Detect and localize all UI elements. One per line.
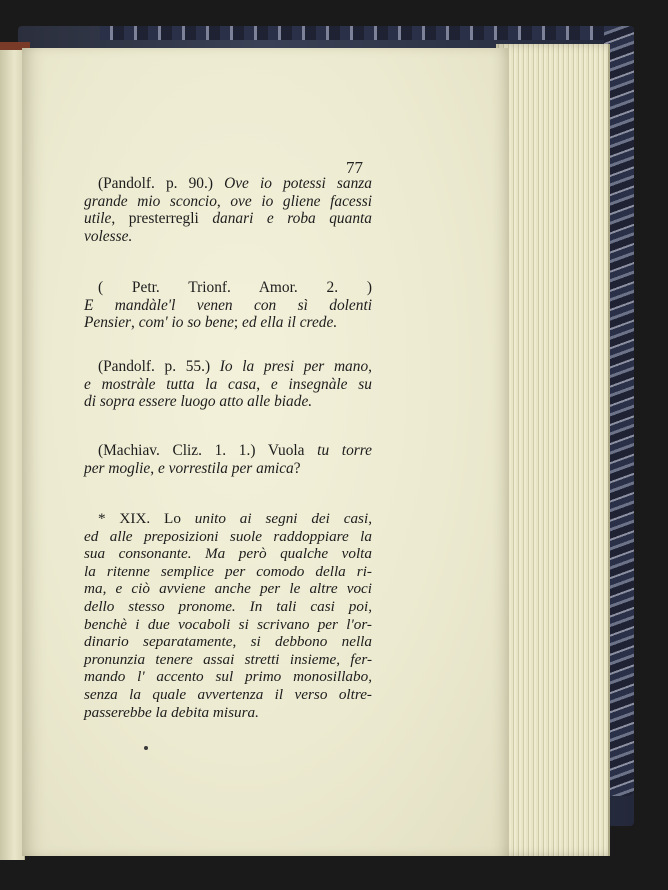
text-segment: , xyxy=(102,580,116,598)
text-line xyxy=(84,193,372,211)
text-segment: e insegnàle su xyxy=(270,375,372,393)
text-line xyxy=(84,358,372,376)
text-segment: e vorrestila per amica xyxy=(157,459,294,477)
text-segment: , xyxy=(150,459,158,477)
text-line xyxy=(84,314,372,332)
text-segment: passerebbe la debita misura. xyxy=(84,703,259,721)
text-segment: , presterregli xyxy=(111,210,213,228)
text-segment: E mandàle'l venen con sì dolenti xyxy=(84,296,372,314)
page-stack-edges xyxy=(496,44,610,856)
text-segment: ; xyxy=(233,314,243,332)
text-segment: (Pandolf. p. 90.) xyxy=(98,175,225,192)
text-segment: sua consonante. Ma però qualche volta xyxy=(84,545,372,563)
text-line xyxy=(84,668,372,686)
text-segment: Io la presi per mano xyxy=(219,358,369,375)
text-line xyxy=(84,580,372,598)
text-segment: tu torre xyxy=(317,442,372,459)
text-line xyxy=(84,545,372,563)
text-line xyxy=(84,460,372,478)
text-segment: * XIX. Lo xyxy=(98,510,195,527)
text-line xyxy=(84,598,372,616)
text-line xyxy=(84,704,372,722)
text-line xyxy=(84,528,372,546)
text-line xyxy=(84,297,372,315)
text-segment: dinario separatamente xyxy=(84,633,233,651)
text-line xyxy=(84,210,372,228)
passage-petr-trionf xyxy=(84,279,372,332)
passage-pandolf-90 xyxy=(84,175,372,245)
text-line xyxy=(84,616,372,634)
text-line xyxy=(84,376,372,394)
text-line xyxy=(84,393,372,411)
text-segment: utile xyxy=(84,210,112,228)
text-segment: dello stesso pronome. In tali casi poi xyxy=(84,597,369,615)
passage-xix-note xyxy=(84,510,372,721)
text-segment: ed ella il crede. xyxy=(242,314,338,332)
text-segment: , xyxy=(232,633,251,651)
text-segment: benchè i due vocaboli si scrivano per l'or- xyxy=(84,615,372,633)
text-segment: , xyxy=(131,314,139,332)
text-segment: senza la quale avvertenza il verso oltre- xyxy=(84,685,372,703)
text-segment: , xyxy=(368,510,372,527)
text-segment: (Machiav. Cliz. 1. 1.) Vuola xyxy=(98,442,318,459)
text-segment: volesse. xyxy=(84,227,133,245)
text-segment: com' io so bene xyxy=(138,314,234,332)
text-segment: grande mio sconcio xyxy=(84,192,217,210)
text-segment: , xyxy=(336,650,351,668)
text-segment: , xyxy=(368,668,372,686)
text-segment: si debbono nella xyxy=(250,633,372,651)
text-line xyxy=(84,175,372,193)
text-segment: ma xyxy=(84,580,103,598)
page-number: 77 xyxy=(346,158,363,177)
text-segment: ed alle preposizioni suole raddoppiare la xyxy=(84,527,372,545)
text-segment: pronunzia tenere assai stretti insieme xyxy=(84,650,337,668)
text-segment: mando l' accento sul primo monosillabo xyxy=(84,668,369,686)
text-line xyxy=(84,686,372,704)
text-line xyxy=(84,563,372,581)
text-line xyxy=(84,510,372,528)
text-segment: (Pandolf. p. 55.) xyxy=(98,358,220,375)
text-line xyxy=(84,633,372,651)
text-segment: tutta la casa xyxy=(166,375,257,393)
text-segment: danari e roba quanta xyxy=(212,210,372,228)
text-segment: , xyxy=(368,597,372,615)
passage-machiav-cliz xyxy=(84,442,372,477)
text-segment: , xyxy=(256,375,271,393)
text-segment: ove io gliene facessi xyxy=(230,192,372,210)
text-segment: unito ai segni dei casi xyxy=(194,510,369,527)
text-segment: Pensier xyxy=(84,314,132,332)
text-segment: ? xyxy=(293,459,301,477)
text-segment: Ove io potessi sanza xyxy=(224,175,372,192)
text-segment: fer- xyxy=(350,650,373,668)
text-segment: , xyxy=(368,358,373,375)
ink-dot xyxy=(144,746,148,750)
text-segment: e mostràle xyxy=(84,375,167,393)
text-line xyxy=(84,442,372,460)
text-line xyxy=(84,228,372,246)
cover-top-edge xyxy=(100,26,620,40)
text-line xyxy=(84,279,372,297)
text-segment: per moglie xyxy=(84,459,151,477)
text-line xyxy=(84,651,372,669)
text-segment: , xyxy=(216,192,231,210)
text-segment: di sopra essere luogo atto alle biade. xyxy=(84,393,313,411)
passage-pandolf-55 xyxy=(84,358,372,411)
text-segment: ( Petr. Trionf. Amor. 2. ) xyxy=(98,279,372,296)
text-segment: la ritenne semplice per comodo della ri- xyxy=(84,562,372,580)
text-segment: e ciò avviene anche per le altre voci xyxy=(115,580,372,598)
